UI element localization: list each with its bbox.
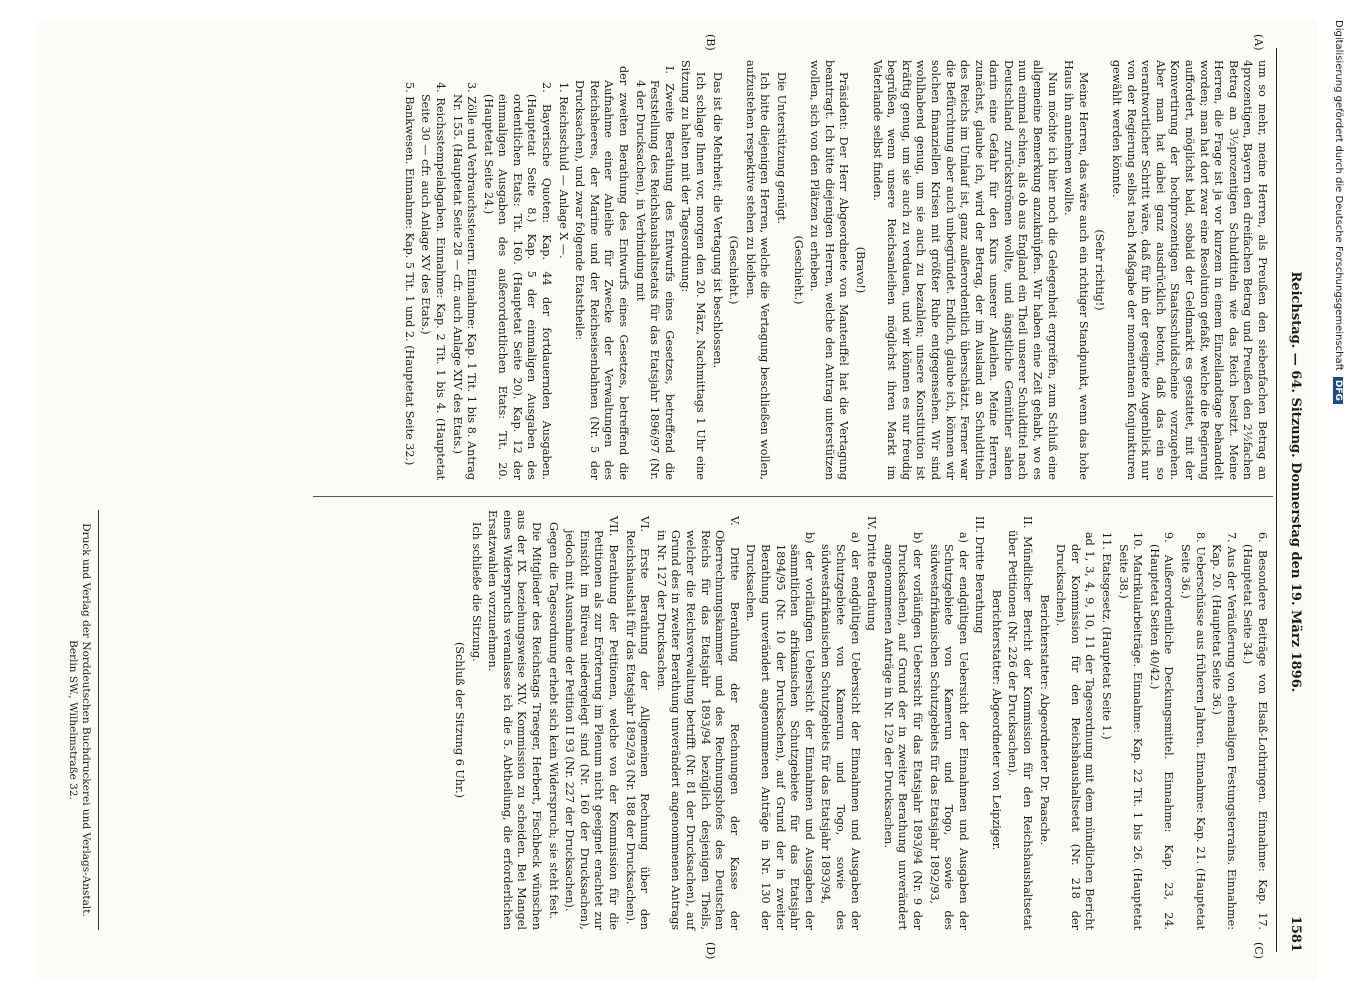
agenda-note: ad 1, 3, 4, 9, 10, 11 der Tagesordnung mit dem mündlichen Bericht der Kommission für den Reichshaushaltsetat (Nr. 218 der Drucksachen). — [1053, 532, 1096, 930]
agenda-item: V. Dritte Berathung der Rechnungen der Kasse der Oberrechnungskammer und des Rechnungshofes des Deutschen Reichs für das Etatsjahr 1893/94 bezüglich desjenigen Theils, welcher die Reichsverwaltung betrifft (Nr. 81 der Drucksachen), auf Grund des in zweiter Berathung unverändert angenommenen Antrags in Nr. 127 der Drucksachen. — [654, 516, 741, 930]
interjection: (Geschieht.) — [726, 235, 740, 305]
agenda-subitem: 3. Zölle und Verbrauchssteuern. Einnahme: Kap. 1 Tit. 1 bis 8. Antrag Nr. 155. (Hauptetat Seite 28 — cfr. auch Anlage XIV des Etats.) — [450, 82, 478, 480]
header-rule — [1276, 48, 1277, 952]
agenda-item: IV. Dritte Berathung — [864, 516, 878, 631]
agenda-subitem: 8. Ueberschüsse aus früheren Jahren. Einnahme: Kap. 21. (Hauptetat Seite 36.) — [1178, 532, 1207, 930]
left-column — [399, 60, 1269, 480]
agenda-subitem: b) der vorläufigen Uebersicht der Einnahmen und Ausgaben der sämmtlichen afrikanischen Schutzgebiete für das Etatsjahr 1894/95 (Nr. 10 der Drucksachen), auf Grund der in zweiter Berathung unverändert angenommenen Anträge in Nr. 130 der Drucksachen. — [743, 532, 816, 930]
margin-mark-c: (C) — [1251, 942, 1265, 959]
footer-rule — [98, 510, 99, 930]
session-close: (Schluß der Sitzung 6 Uhr.) — [452, 641, 466, 799]
paragraph: Ich schlage Ihnen vor, morgen den 20. März, Nachmittags 1 Uhr eine Sitzung zu halten mit der Tagesordnung: — [678, 60, 707, 480]
paragraph: Das ist die Mehrheit; die Vertagung ist beschlossen. — [710, 72, 724, 369]
interjection: (Geschieht.) — [791, 235, 805, 305]
agenda-subitem: 1. Reichsschuld — Anlage X —. — [556, 82, 570, 259]
paragraph: Nun möchte ich hier noch die Gelegenheit ergreifen, zum Schluß eine allgemeine Bemerkung anzuknüpfen. Wir haben eine Zeit gehabt, wo es nun einmal schien, als ob aus England ein Theil unserer Schuldtitel nach Deutschland zurückströmen wollte, und ängstliche Gemüther sahen darin eine Gefahr für den Kurs unserer Anleihen. Meine Herren, zunächst, glaube ich, wird der Betrag, der im Ausland an Schuldtiteln des Reichs im Umlauf ist, ganz außerordentlich überschätzt. Ferner war die Befürchtung aber auch unbegründet. Endlich, glaube ich, können wir solchen finanziellen Krisen mit größter Ruhe entgegensehen. Wir sind wohlhabend genug, um sie auch zu bezahlen; unsere Konstitution ist kräftig genug, um sie auch zu verdauen, und wir können es nur freudig begrüßen, wenn unsere Reichsanleihen möglichst ihren Markt im Vaterlande selbst finden. — [870, 60, 1059, 480]
paragraph: Die Mitglieder des Reichstags Traeger, Herbert, Fischbeck wünschen aus der IX. beziehungsweise XIV. Kommission zu scheiden. Bei Mangel eines Widerspruchs veranlasse ich die 5. Abtheilung, die erforderlichen Ersatzwahlen vorzunehmen. — [485, 510, 543, 930]
page-number: 1581 — [1287, 915, 1303, 952]
agenda-subitem: 6. Besondere Beiträge von Elsaß-Lothringen. Einnahme: Kap. 17. (Hauptetat Seite 34.) — [1240, 532, 1269, 930]
column-divider — [313, 496, 1273, 497]
paragraph: um so mehr, meine Herren, als Preußen den siebenfachen Betrag an 4prozentigen, Bayern den dreifachen Betrag und Preußen den 2½fachen Betrag an 3½prozentigen Schuldtiteln wie das Reich besitzt. Meine Herren, die Frage ist ja vor kurzem in einem Einzellandtage behandelt worden; man hat dort zwar eine Resolution gefaßt, welche die Regierung auffordert, möglichst bald, sobald der Geldmarkt es gestattet, mit der Konvertirung der hochprozentigen Staatsschuldscheine vorzugehen. Aber man hat dabei ganz ausdrücklich betont, daß das ein so verantwortlicher Schritt wäre, daß für ihn der geeignete Augenblick nur von der Regierung selbst nach Maßgabe der momentanen Konjunkturen gewählt werden könnte. — [1109, 60, 1269, 480]
agenda-subitem: 10. Matrikularbeiträge. Einnahme: Kap. 22 Tit. 1 bis 26. (Hauptetat Seite 38.) — [1116, 532, 1144, 930]
agenda-item: II. Mündlicher Bericht der Kommission für den Reichshaushaltsetat über Petitionen (Nr. 226 der Drucksachen). — [1006, 516, 1034, 930]
agenda-subitem: a) der endgültigen Uebersicht der Einnahmen und Ausgaben der Schutzgebiete von Kamerun und Togo, sowie des südwestafrikanischen Schutzgebiets für das Etatsjahr 1892/93, — [927, 532, 970, 930]
document-page — [37, 20, 1317, 980]
margin-mark-d: (D) — [703, 942, 717, 960]
printer-imprint — [66, 510, 92, 930]
paragraph: Gegen die Tagesordnung erhebt sich kein Widerspruch; sie steht fest. — [546, 522, 560, 919]
paragraph: Präsident: Der Herr Abgeordnete von Manteuffel hat die Vertagung beantragt. Ich bitte diejenigen Herren, welche den Antrag unterstützen wollen, sich von den Plätzen zu erheben. — [807, 60, 850, 480]
paragraph: Die Unterstützung genügt. — [774, 72, 788, 225]
rapporteur: Berichterstatter: Abgeordneter Dr. Paasche. — [1037, 594, 1051, 846]
agenda-subitem: 2. Bayerische Quoten: Kap. 44 der fortdauernden Ausgaben. (Hauptetat Seite 8.) Kap. 5 der einmaligen Ausgaben des ordentlichen Etats: Tit. 160. (Hauptetat Seite 20). Kap. 12 der einmaligen Ausgaben des außerordentlichen Etats: Tit. 20. (Hauptetat Seite 24.) — [481, 82, 553, 480]
credit-text: Digitalisierung gefördert durch die Deutsche Forschungsgemeinschaft — [1333, 20, 1344, 371]
interjection: (Bravo!) — [853, 246, 867, 294]
margin-mark-a: (A) — [1251, 34, 1265, 51]
agenda-subitem: 9. Außerordentliche Deckungsmittel. Einnahme: Kap. 23, 24. (Hauptetat Seiten 40/42.) — [1147, 532, 1175, 930]
imprint-line: Druck und Verlag der Norddeutschen Buchdruckerei und Verlags-Anstalt. — [79, 523, 92, 917]
imprint-line: Berlin SW., Wilhelmstraße 32. — [66, 640, 79, 800]
agenda-subitem: 4. Reichsstempelabgaben. Einnahme: Kap. 2 Tit. 1 bis 4. (Hauptetat Seite 30 — cfr. auch Anlage XV des Etats.) — [418, 82, 447, 480]
margin-mark-b: (B) — [703, 34, 717, 51]
rapporteur: Berichterstatter: Abgeordneter von Leipziger. — [989, 589, 1003, 851]
agenda-subitem: b) der vorläufigen Uebersicht für das Etatsjahr 1893/94 (Nr. 9 der Drucksachen), auf Grund der in zweiter Berathung unverändert angenommenen Anträge in Nr. 129 der Drucksachen. — [881, 532, 924, 930]
digitization-credit — [1333, 20, 1344, 980]
dfg-logo: DFG — [1333, 377, 1343, 404]
agenda-subitem: 5. Bankwesen. Einnahme: Kap. 5 Tit. 1 und 2. (Hauptetat Seite 32.) — [402, 82, 416, 466]
agenda-subitem: 11. Etatsgesetz. (Hauptetat Seite 1.) — [1099, 532, 1113, 740]
interjection: (Sehr richtig!) — [1092, 229, 1106, 311]
paragraph: Ich bitte diejenigen Herren, welche die Vertagung beschließen wollen, aufzustehen respektive stehen zu bleiben. — [743, 60, 771, 480]
page-header — [1281, 48, 1303, 952]
agenda-item: VII. Berathung der Petitionen, welche von der Kommission für die Petitionen als zur Erörterung im Plenum nicht geeignet erachtet zur Einsicht im Büreau niedergelegt sind (Nr. 160 der Drucksachen), jedoch mit Ausnahme der Petition II 93 (Nr. 227 der Drucksachen). — [562, 516, 620, 930]
agenda-item: der zweiten Berathung des Entwurfs eines Gesetzes, betreffend die Aufnahme einer Anleihe für Zwecke der Verwaltungen des Reichsheeres, der Marine und der Reichseisenbahnen (Nr. 5 der Drucksachen), und zwar folgende Etatstheile: — [572, 66, 630, 480]
page-title: Reichstag. — 64. Sitzung. Donnerstag den 19. März 1896. — [1287, 271, 1303, 693]
agenda-item: III. Dritte Berathung — [972, 516, 986, 634]
agenda-subitem: a) der endgültigen Uebersicht der Einnahmen und Ausgaben der Schutzgebiete von Kamerun und Togo, sowie des südwestafrikanischen Schutzgebiets für das Etatsjahr 1893/94, — [818, 532, 862, 930]
agenda-subitem: 7. Aus der Veräußerung von ehemaligen Festungsterrains. Einnahme: Kap. 20. (Hauptetat Seite 36.) — [1209, 532, 1238, 930]
agenda-item: I. Zweite Berathung des Entwurfs eines Gesetzes, betreffend die Feststellung des Reichshaushaltsetats für das Etatsjahr 1896/97 (Nr. 4 der Drucksachen), in Verbindung mit — [633, 66, 676, 480]
paragraph: Meine Herren, das wäre auch ein richtiger Standpunkt, wenn das hohe Haus ihn annehmen wollte. — [1061, 60, 1090, 480]
paragraph: Ich schließe die Sitzung. — [469, 522, 483, 662]
agenda-item: VI. Erste Berathung der Allgemeinen Rechnung über den Reichshaushalt für das Etatsjahr 1892/93 (Nr. 188 der Drucksachen). — [623, 516, 651, 930]
right-column — [449, 510, 1268, 930]
